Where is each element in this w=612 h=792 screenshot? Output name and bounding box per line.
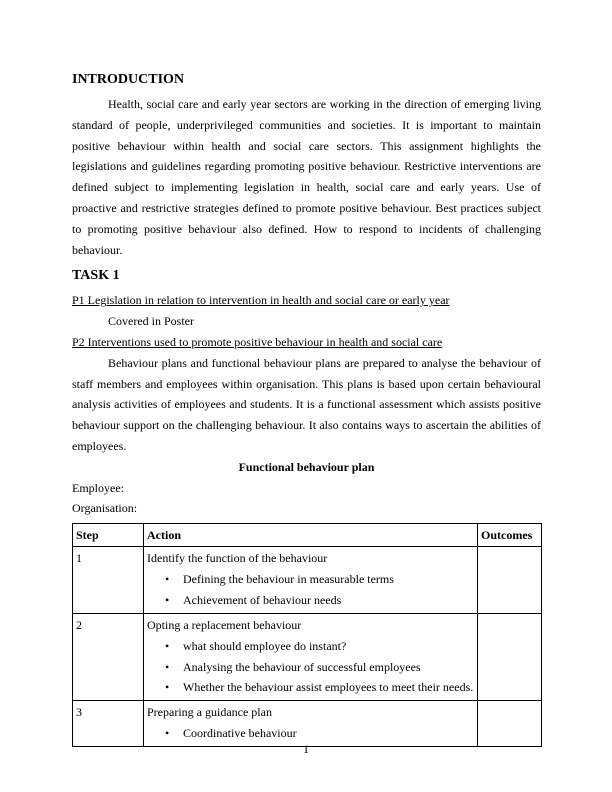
row2-bullets bbox=[147, 636, 474, 698]
functional-behaviour-plan-table bbox=[72, 523, 542, 747]
row1-action: Identify the function of the behaviour bbox=[147, 551, 328, 566]
row2-bullet-1: • what should employee do instant? bbox=[183, 636, 474, 657]
p2-heading: P2 Interventions used to promote positive behaviour in health and social care bbox=[72, 334, 443, 349]
p1-note: Covered in Poster bbox=[108, 314, 194, 329]
header-outcomes: Outcomes bbox=[478, 524, 542, 547]
row3-bullet-1: • Coordinative behaviour bbox=[183, 723, 474, 744]
row1-bullet-2: • Achievement of behaviour needs bbox=[183, 590, 474, 611]
row2-bullet-2: • Analysing the behaviour of successful employees bbox=[183, 657, 474, 678]
row3-action: Preparing a guidance plan bbox=[147, 705, 272, 720]
page-number: 1 bbox=[303, 742, 309, 756]
table-row bbox=[73, 547, 542, 614]
row1-bullets bbox=[147, 569, 474, 611]
row1-bullet-1: • Defining the behaviour in measurable terms bbox=[183, 569, 474, 590]
row1-step: 1 bbox=[73, 547, 144, 614]
introduction-paragraph: Health, social care and early year sectors are working in the direction of emerging living standard of people, underprivileged communities and societies. It is important to maintain positive behaviour within health and social care sectors. This assignment highlights the legislations and guidelines regarding promoting positive behaviour. Restrictive interventions are defined subject to implementing legislation in health, social care and early years. Use of proactive and restrictive strategies defined to promote positive behaviour. Best practices subject to promoting positive behaviour also defined. How to respond to incidents of challenging behaviour. bbox=[72, 97, 541, 257]
header-action: Action bbox=[144, 524, 478, 547]
row3-action-cell bbox=[144, 701, 478, 747]
row2-outcome bbox=[478, 613, 542, 700]
row2-action: Opting a replacement behaviour bbox=[147, 617, 302, 632]
plan-title: Functional behaviour plan bbox=[238, 459, 375, 474]
row2-step: 2 bbox=[73, 613, 144, 700]
organisation-label: Organisation: bbox=[72, 501, 138, 516]
header-step: Step bbox=[73, 524, 144, 547]
p2-paragraph: Behaviour plans and functional behaviour plans are prepared to analyse the behaviour of staff members and employees within organisation. This plans is based upon certain behavioural analysis activities of employees and students. It is a functional assessment which assists positive behaviour support on the challenging behaviour. It also contains ways to ascertain the abilities of employees. bbox=[72, 355, 541, 453]
table-header-row bbox=[73, 524, 542, 547]
p1-heading: P1 Legislation in relation to intervention in health and social care or early year bbox=[72, 293, 450, 308]
page-content bbox=[72, 70, 541, 747]
task1-heading: TASK 1 bbox=[72, 268, 120, 284]
row3-step: 3 bbox=[73, 701, 144, 747]
table-row bbox=[73, 701, 542, 747]
row1-outcome bbox=[478, 547, 542, 614]
table-row bbox=[73, 613, 542, 700]
row3-outcome bbox=[478, 701, 542, 747]
row2-action-cell bbox=[144, 613, 478, 700]
row3-bullets bbox=[147, 723, 474, 744]
row2-bullet-3: • Whether the behaviour assist employees to meet their needs. bbox=[183, 677, 474, 698]
row1-action-cell bbox=[144, 547, 478, 614]
employee-label: Employee: bbox=[72, 480, 124, 495]
introduction-heading: INTRODUCTION bbox=[72, 72, 185, 87]
